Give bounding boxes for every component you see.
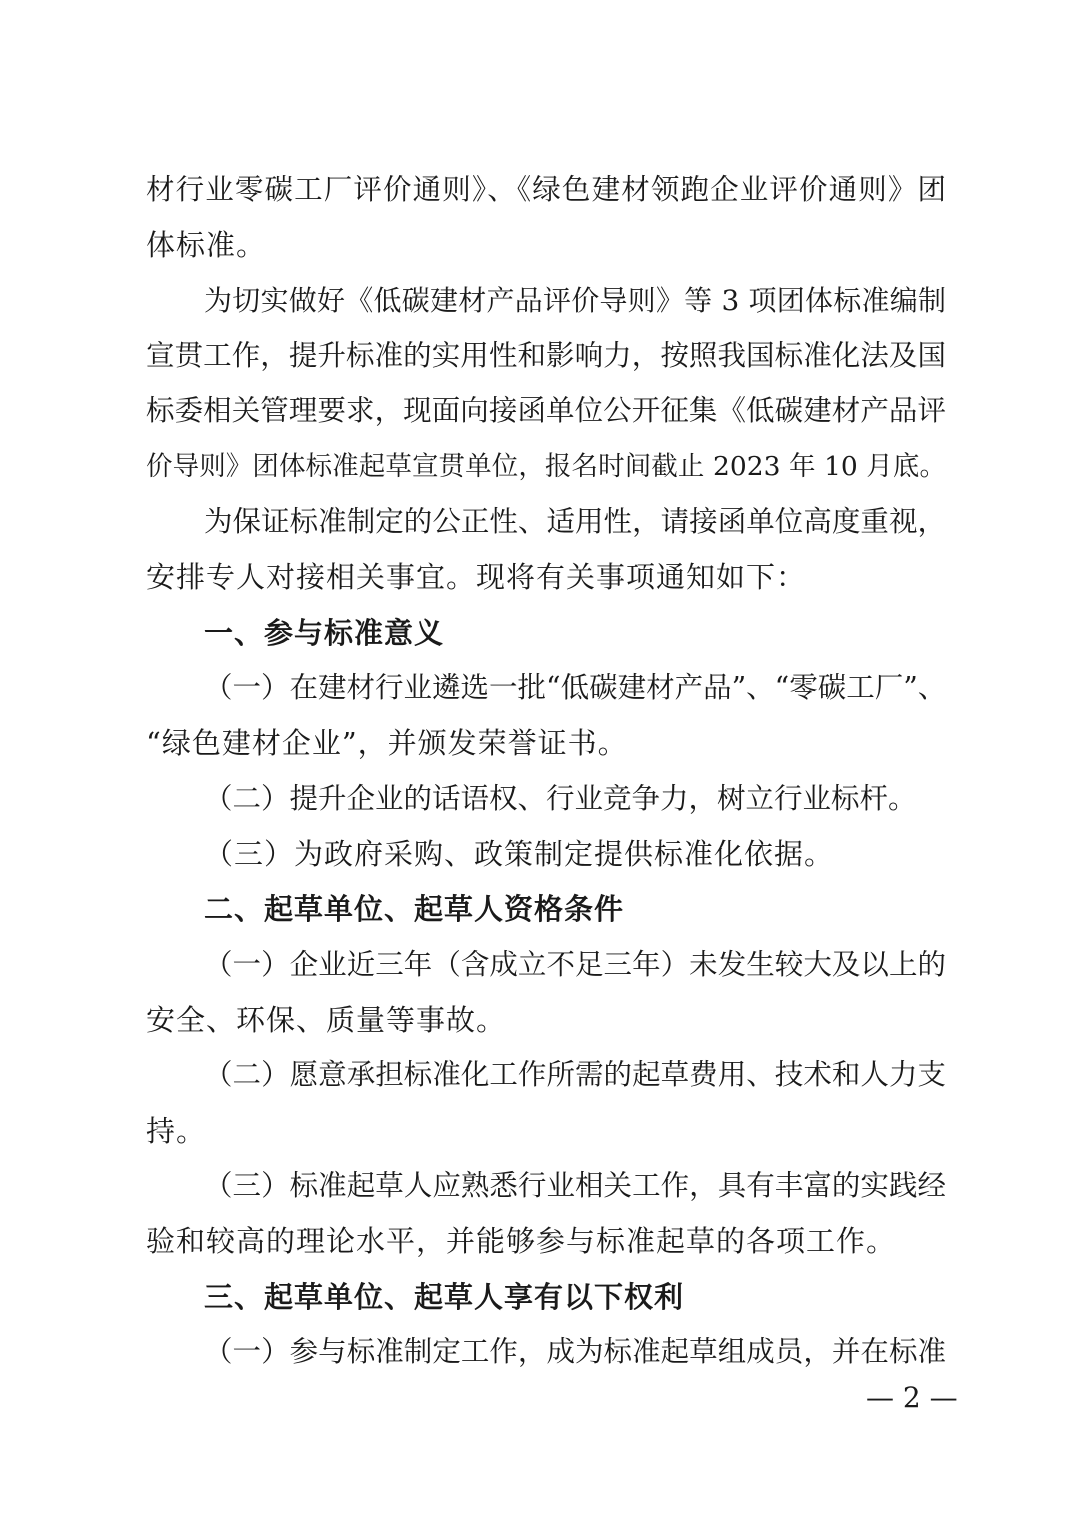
body-text-line: 价导则》团体标准起草宣贯单位，报名时间截止 2023 年 10 月底。 xyxy=(146,451,946,482)
body-text-line: 材行业零碳工厂评价通则》、《绿色建材领跑企业评价通则》团 xyxy=(146,173,946,206)
body-text-line: 持。 xyxy=(146,1114,207,1148)
body-text-line: （二）提升企业的话语权、行业竞争力，树立行业标杆。 xyxy=(204,782,917,815)
body-text-line: （三）为政府采购、政策制定提供标准化依据。 xyxy=(204,837,835,871)
body-text-line: “绿色建材企业”，并颁发荣誉证书。 xyxy=(146,726,628,760)
section-heading-1: 一、参与标准意义 xyxy=(204,616,445,650)
body-text-line: 标委相关管理要求，现面向接函单位公开征集《低碳建材产品评 xyxy=(146,394,946,427)
page-number: — 2 — xyxy=(866,1381,958,1414)
body-text-line: 为切实做好《低碳建材产品评价导则》等 3 项团体标准编制 xyxy=(204,284,946,317)
section-heading-3: 三、起草单位、起草人享有以下权利 xyxy=(204,1280,685,1314)
body-text-line: 验和较高的理论水平，并能够参与标准起草的各项工作。 xyxy=(146,1224,897,1258)
body-text-line: （三）标准起草人应熟悉行业相关工作，具有丰富的实践经 xyxy=(204,1169,946,1202)
body-text-line: 宣贯工作，提升标准的实用性和影响力，按照我国标准化法及国 xyxy=(146,339,946,372)
body-text-line: 安全、环保、质量等事故。 xyxy=(146,1003,507,1037)
section-heading-2: 二、起草单位、起草人资格条件 xyxy=(204,892,625,926)
body-text-line: 为保证标准制定的公正性、适用性，请接函单位高度重视， xyxy=(204,505,946,538)
body-text-line: （一）参与标准制定工作，成为标准起草组成员，并在标准 xyxy=(204,1335,946,1368)
body-text-line: 体标准。 xyxy=(146,228,267,262)
body-text-line: （二）愿意承担标准化工作所需的起草费用、技术和人力支 xyxy=(204,1058,946,1091)
body-text-line: （一）企业近三年（含成立不足三年）未发生较大及以上的 xyxy=(204,948,946,981)
body-text-line: 安排专人对接相关事宜。现将有关事项通知如下： xyxy=(146,560,807,594)
body-text-line: （一）在建材行业遴选一批“低碳建材产品”、“零碳工厂”、 xyxy=(204,671,947,704)
